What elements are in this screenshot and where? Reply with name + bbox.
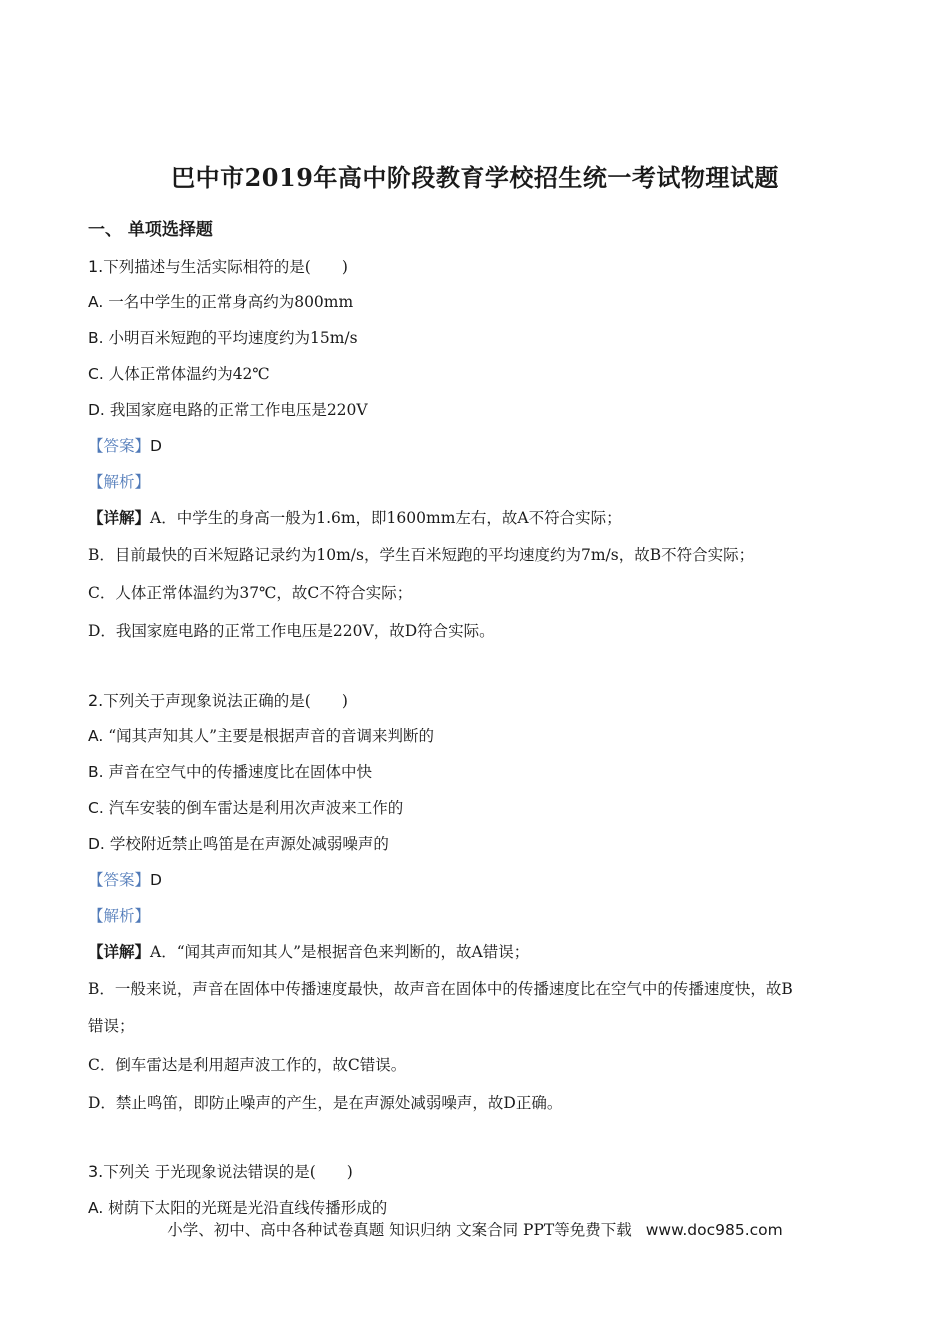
- question-2-stem: [88, 689, 348, 711]
- option-b: [88, 326, 358, 348]
- option-letter: B.: [88, 763, 104, 781]
- detail-line: C．人体正常体温约为37℃，故C不符合实际；: [88, 584, 413, 602]
- question-3-stem: [88, 1160, 353, 1182]
- answer-value: D: [150, 871, 162, 889]
- detail-line: [88, 506, 622, 528]
- option-text: 我国家庭电路的正常工作电压是220V: [109, 401, 368, 419]
- option-text: 学校附近禁止鸣笛是在声源处减弱噪声的: [109, 835, 389, 853]
- question-text: 下列描述与生活实际相符的是( ): [103, 258, 348, 276]
- analysis-label: 【解析】: [88, 473, 151, 491]
- answer-label: 【答案】: [88, 437, 151, 455]
- question-number: 2.: [88, 691, 104, 710]
- question-number: 3.: [88, 1162, 104, 1181]
- option-text: 树荫下太阳的光斑是光沿直线传播形成的: [108, 1199, 388, 1217]
- option-letter: B.: [88, 329, 104, 347]
- answer-line: [88, 434, 162, 456]
- option-letter: C.: [88, 799, 104, 817]
- footer-text: 小学、初中、高中各种试卷真题 知识归纳 文案合同 PPT等免费下载: [167, 1221, 632, 1239]
- detail-line: B．目前最快的百米短路记录约为10m/s，学生百米短跑的平均速度约为7m/s，故B不符合实际；: [88, 546, 755, 564]
- option-c: [88, 796, 403, 818]
- option-letter: A.: [88, 727, 104, 745]
- detail-label: 【详解】: [88, 942, 151, 961]
- option-a: [88, 290, 353, 312]
- option-d: [88, 398, 368, 420]
- detail-label: 【详解】: [88, 508, 151, 527]
- detail-text: A．中学生的身高一般为1.6m，即1600mm左右，故A不符合实际；: [150, 509, 622, 527]
- option-letter: A.: [88, 293, 104, 311]
- option-text: 一名中学生的正常身高约为800mm: [108, 293, 354, 311]
- document-title: 巴中市2019年高中阶段教育学校招生统一考试物理试题: [171, 163, 779, 192]
- option-a: [88, 1196, 387, 1218]
- option-a: [88, 724, 434, 746]
- question-1-stem: [88, 255, 348, 277]
- detail-line: B．一般来说，声音在固体中传播速度最快，故声音在固体中的传播速度比在空气中的传播速度快，故B: [88, 980, 793, 998]
- section-heading: 一、 单项选择题: [88, 220, 213, 240]
- option-letter: D.: [88, 401, 105, 419]
- option-c: [88, 362, 270, 384]
- answer-value: D: [150, 437, 162, 455]
- option-text: 小明百米短跑的平均速度约为15m/s: [108, 329, 358, 347]
- option-letter: A.: [88, 1199, 104, 1217]
- analysis-label: 【解析】: [88, 907, 151, 925]
- detail-line: C．倒车雷达是利用超声波工作的，故C错误。: [88, 1056, 407, 1074]
- option-text: 声音在空气中的传播速度比在固体中快: [108, 763, 373, 781]
- question-text: 下列关于声现象说法正确的是( ): [103, 692, 348, 710]
- detail-text: A．“闻其声而知其人”是根据音色来判断的，故A错误；: [150, 943, 530, 961]
- detail-line: 错误；: [88, 1017, 135, 1035]
- answer-label: 【答案】: [88, 871, 151, 889]
- option-b: [88, 760, 372, 782]
- option-text: “闻其声知其人”主要是根据声音的音调来判断的: [108, 727, 435, 745]
- option-text: 人体正常体温约为42℃: [108, 365, 270, 383]
- question-text: 下列关 于光现象说法错误的是( ): [103, 1163, 353, 1181]
- option-text: 汽车安装的倒车雷达是利用次声波来工作的: [108, 799, 404, 817]
- detail-line: D．禁止鸣笛，即防止噪声的产生，是在声源处减弱噪声，故D正确。: [88, 1094, 563, 1112]
- page-footer: [0, 1218, 950, 1240]
- option-letter: C.: [88, 365, 104, 383]
- detail-line: [88, 940, 529, 962]
- option-letter: D.: [88, 835, 105, 853]
- footer-url[interactable]: www.doc985.com: [645, 1221, 783, 1239]
- answer-line: [88, 868, 162, 890]
- detail-line: D．我国家庭电路的正常工作电压是220V，故D符合实际。: [88, 622, 495, 640]
- option-d: [88, 832, 389, 854]
- question-number: 1.: [88, 257, 104, 276]
